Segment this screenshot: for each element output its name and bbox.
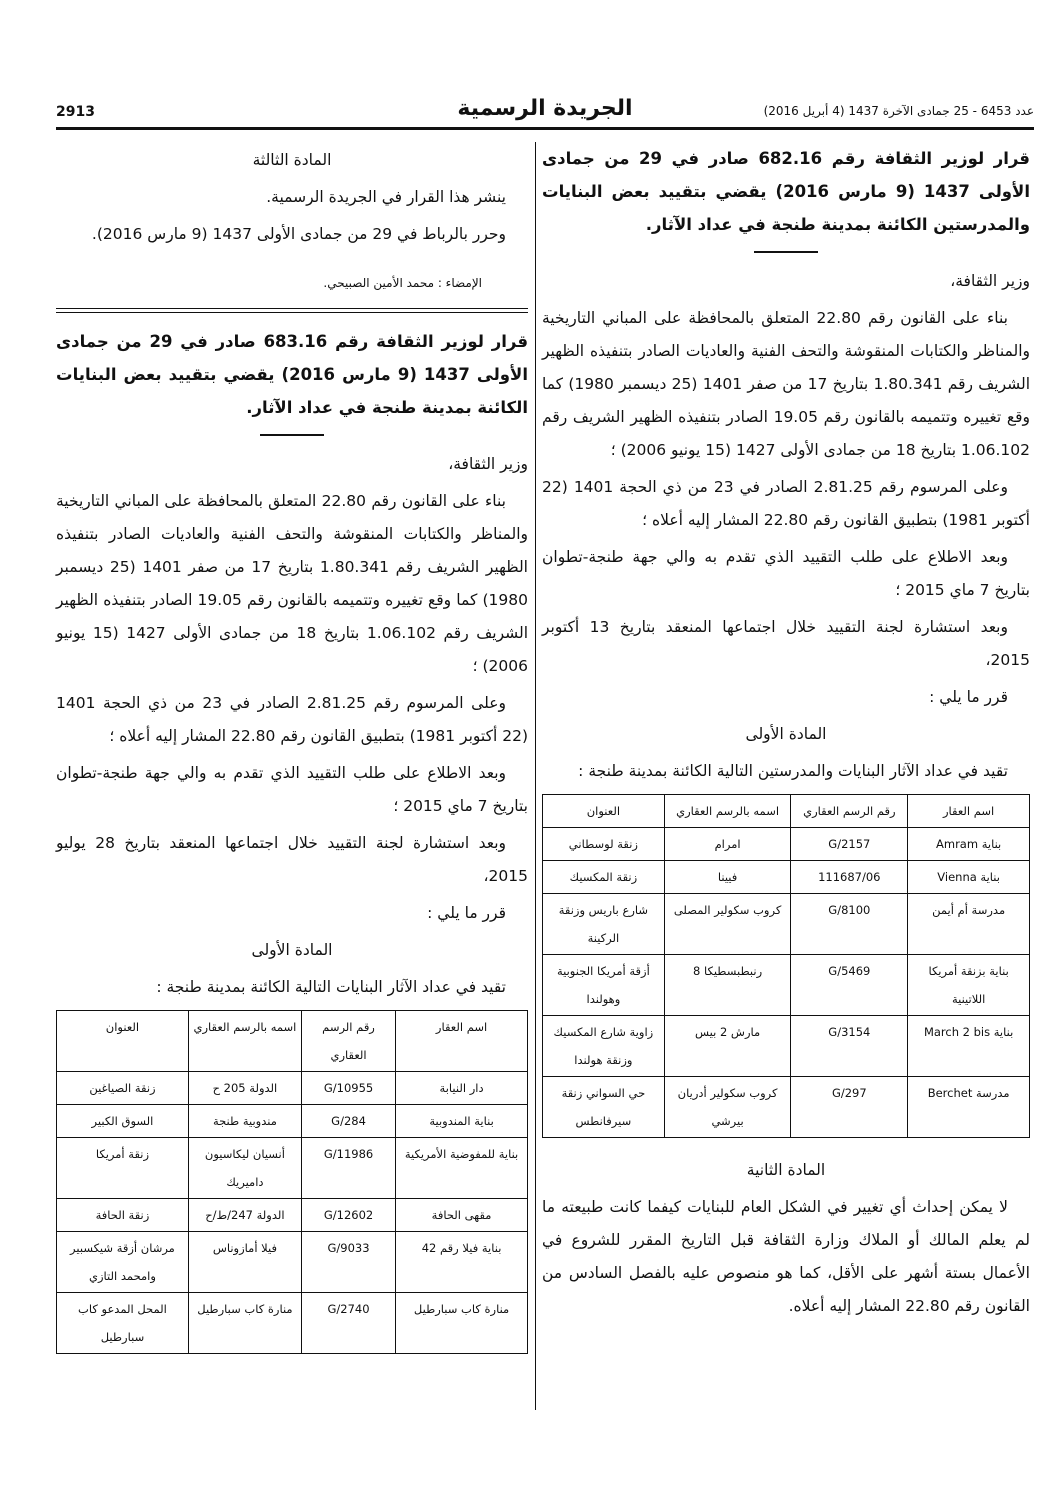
table-cell: بناية Vienna bbox=[908, 861, 1030, 894]
decree2-paragraph: وبعد الاطلاع على طلب التقييد الذي تقدم به والي جهة طنجة-تطوان بتاريخ 7 ماي 2015 ؛ bbox=[56, 764, 528, 815]
table-cell: امرام bbox=[664, 828, 791, 861]
right-column bbox=[542, 142, 1030, 1327]
decree2-article1-text: تقيد في عداد الآثار البنايات التالية الكائنة بمدينة طنجة : bbox=[156, 978, 506, 996]
decree1-article3-text: ينشر هذا القرار في الجريدة الرسمية. bbox=[266, 188, 506, 206]
table-cell: G/10955 bbox=[301, 1072, 395, 1105]
table-cell: مارش 2 بيس bbox=[664, 1016, 791, 1077]
table-cell: G/3154 bbox=[791, 1016, 908, 1077]
table-cell: منارة كاب سبارطيل bbox=[396, 1293, 528, 1354]
table-header-cell: العنوان bbox=[57, 1011, 189, 1072]
table-cell: بناية بزنقة أمريكا اللاتينية bbox=[908, 955, 1030, 1016]
header-rule bbox=[56, 127, 1034, 130]
table-cell: منارة كاب سبارطيل bbox=[188, 1293, 301, 1354]
table-header-cell: اسمه بالرسم العقاري bbox=[188, 1011, 301, 1072]
table-cell: بناية المندوبية bbox=[396, 1105, 528, 1138]
table-header-cell: اسمه بالرسم العقاري bbox=[664, 795, 791, 828]
decree2-minister: وزير الثقافة، bbox=[448, 455, 528, 473]
table-cell: بناية March 2 bis bbox=[908, 1016, 1030, 1077]
table-cell: فيينا bbox=[664, 861, 791, 894]
table-cell: السوق الكبير bbox=[57, 1105, 189, 1138]
decree2-paragraph: وعلى المرسوم رقم 2.81.25 الصادر في 23 من ذي الحجة 1401 (22 أكتوبر 1981) بتطبيق القانون رقم 22.80 المشار إليه أعلاه ؛ bbox=[56, 694, 528, 745]
table-cell: أزقة أمريكا الجنوبية وهولندا bbox=[543, 955, 665, 1016]
decree1-minister: وزير الثقافة، bbox=[950, 272, 1030, 290]
table-cell: مندوبية طنجة bbox=[188, 1105, 301, 1138]
table-cell: G/5469 bbox=[791, 955, 908, 1016]
title-rule bbox=[260, 434, 324, 436]
table-cell: شارع باريس وزنقة الركينة bbox=[543, 894, 665, 955]
table-cell: حي السواني زنقة سيرفانطس bbox=[543, 1077, 665, 1138]
table-cell: G/12602 bbox=[301, 1199, 395, 1232]
table-cell: بناية Amram bbox=[908, 828, 1030, 861]
table-header-cell: اسم العقار bbox=[396, 1011, 528, 1072]
decree1-decides: قرر ما يلي : bbox=[929, 688, 1008, 706]
table-row bbox=[543, 828, 1030, 861]
table-cell: رنبطبسطيكا 8 bbox=[664, 955, 791, 1016]
decree2-title: قرار لوزير الثقافة رقم 683.16 صادر في 29 من جمادى الأولى 1437 (9 مارس 2016) يقضي بتقييد بعض البنايات الكائنة بمدينة طنجة في عداد الآثار. bbox=[56, 332, 528, 417]
table-cell: دار النيابة bbox=[396, 1072, 528, 1105]
table-row bbox=[57, 1105, 528, 1138]
decree2-paragraph: وبعد استشارة لجنة التقييد خلال اجتماعها المنعقد بتاريخ 28 يوليو 2015، bbox=[56, 834, 528, 885]
table-cell: مقهى الحافة bbox=[396, 1199, 528, 1232]
table-cell: أنسيان ليكاسيون داميريك bbox=[188, 1138, 301, 1199]
table-cell: زنقة الصياغين bbox=[57, 1072, 189, 1105]
table-header-row bbox=[543, 795, 1030, 828]
decree2-decides: قرر ما يلي : bbox=[427, 904, 506, 922]
table-cell: بناية فيلا رقم 42 bbox=[396, 1232, 528, 1293]
table-cell: كروب سكولير أدريان بيرشي bbox=[664, 1077, 791, 1138]
table-cell: مرشان أزقة شيكسبير وامحمد التازي bbox=[57, 1232, 189, 1293]
decree1-paragraph: وبعد الاطلاع على طلب التقييد الذي تقدم به والي جهة طنجة-تطوان بتاريخ 7 ماي 2015 ؛ bbox=[542, 548, 1030, 599]
table-cell: الدولة 247/ط/ح bbox=[188, 1199, 301, 1232]
table-row bbox=[543, 861, 1030, 894]
table-cell: فيلا أمازوناس bbox=[188, 1232, 301, 1293]
decree1-article1-text: تقيد في عداد الآثار البنايات والمدرستين التالية الكائنة بمدينة طنجة : bbox=[578, 762, 1008, 780]
table-cell: G/284 bbox=[301, 1105, 395, 1138]
decree2-article1-heading: المادة الأولى bbox=[251, 941, 333, 959]
table-row bbox=[57, 1293, 528, 1354]
decree1-done-at: وحرر بالرباط في 29 من جمادى الأولى 1437 (9 مارس 2016). bbox=[91, 225, 506, 243]
table-cell: زنقة المكسيك bbox=[543, 861, 665, 894]
decree1-paragraph: بناء على القانون رقم 22.80 المتعلق بالمحافظة على المباني التاريخية والمناظر والكتابات المنقوشة والتحف الفنية والعاديات الصادر بتنفيذه الظهير الشريف رقم 1.80.341 بتاريخ 17 من صفر 1401 (25 ديسمبر 1980) كما وقع تغييره وتتميمه بالقانون رقم 19.05 الصادر بتنفيذه الظهير الشريف رقم 1.06.102 بتاريخ 18 من جمادى الأولى 1427 (15 يونيو 2006) ؛ bbox=[542, 309, 1031, 459]
table-header-cell: رقم الرسم العقاري bbox=[791, 795, 908, 828]
table-cell: زنقة الحافة bbox=[57, 1199, 189, 1232]
table-header-cell: العنوان bbox=[543, 795, 665, 828]
left-column bbox=[56, 142, 528, 1370]
table-cell: G/2157 bbox=[791, 828, 908, 861]
title-rule bbox=[754, 251, 818, 253]
table-cell: G/297 bbox=[791, 1077, 908, 1138]
decree1-paragraph: وعلى المرسوم رقم 2.81.25 الصادر في 23 من ذي الحجة 1401 (22 أكتوبر 1981) بتطبيق القانون رقم 22.80 المشار إليه أعلاه ؛ bbox=[542, 478, 1030, 529]
table-row bbox=[57, 1138, 528, 1199]
decree1-article3-heading: المادة الثالثة bbox=[252, 151, 332, 169]
column-divider bbox=[535, 142, 536, 1410]
table-header-row bbox=[57, 1011, 528, 1072]
table-cell: G/9033 bbox=[301, 1232, 395, 1293]
decree2-paragraph: بناء على القانون رقم 22.80 المتعلق بالمحافظة على المباني التاريخية والمناظر والكتابات المنقوشة والتحف الفنية والعاديات الصادر بتنفيذه الظهير الشريف رقم 1.80.341 بتاريخ 17 من صفر 1401 (25 ديسمبر 1980) كما وقع تغييره وتتميمه بالقانون رقم 19.05 الصادر بتنفيذه الظهير الشريف رقم 1.06.102 بتاريخ 18 من جمادى الأولى 1427 (15 يونيو 2006) ؛ bbox=[56, 492, 529, 675]
table-header-cell: رقم الرسم العقاري bbox=[301, 1011, 395, 1072]
page-header bbox=[56, 96, 1034, 130]
table-cell: الدولة 205 ح bbox=[188, 1072, 301, 1105]
table-cell: المحل المدعو كاب سبارطيل bbox=[57, 1293, 189, 1354]
decree1-article2-heading: المادة الثانية bbox=[746, 1161, 826, 1179]
gazette-title: الجريدة الرسمية bbox=[457, 96, 633, 121]
table-row bbox=[57, 1072, 528, 1105]
page-number: 2913 bbox=[56, 104, 95, 120]
table-cell: G/2740 bbox=[301, 1293, 395, 1354]
table-cell: G/11986 bbox=[301, 1138, 395, 1199]
table-row bbox=[543, 1016, 1030, 1077]
table-cell: زنقة أمريكا bbox=[57, 1138, 189, 1199]
decree1-article1-heading: المادة الأولى bbox=[745, 725, 827, 743]
decree1-table bbox=[542, 794, 1030, 1138]
table-row bbox=[543, 1077, 1030, 1138]
decree1-title: قرار لوزير الثقافة رقم 682.16 صادر في 29 من جمادى الأولى 1437 (9 مارس 2016) يقضي بتقييد بعض البنايات والمدرستين الكائنة بمدينة طنجة في عداد الآثار. bbox=[542, 149, 1030, 234]
decree2-table bbox=[56, 1010, 528, 1354]
table-header-cell: اسم العقار bbox=[908, 795, 1030, 828]
table-cell: زنقة لوسطاني bbox=[543, 828, 665, 861]
table-row bbox=[543, 955, 1030, 1016]
table-cell: G/8100 bbox=[791, 894, 908, 955]
table-cell: كروب سكولير المصلى bbox=[664, 894, 791, 955]
table-cell: 111687/06 bbox=[791, 861, 908, 894]
table-row bbox=[57, 1232, 528, 1293]
table-row bbox=[57, 1199, 528, 1232]
table-cell: مدرسة أم أيمن bbox=[908, 894, 1030, 955]
table-cell: زاوية شارع المكسيك وزنقة هولندا bbox=[543, 1016, 665, 1077]
table-cell: بناية للمفوضية الأمريكية bbox=[396, 1138, 528, 1199]
decree1-article2-text: لا يمكن إحداث أي تغيير في الشكل العام للبنايات كيفما كانت طبيعته ما لم يعلم المالك أو الملاك وزارة الثقافة قبل التاريخ المقرر للشروع في الأعمال بستة أشهر على الأقل، كما هو منصوص عليه بالفصل السادس من القانون رقم 22.80 المشار إليه أعلاه. bbox=[542, 1198, 1030, 1315]
table-cell: مدرسة Berchet bbox=[908, 1077, 1030, 1138]
issue-info: عدد 6453 - 25 جمادى الآخرة 1437 (4 أبريل 2016) bbox=[763, 104, 1034, 118]
section-separator bbox=[56, 308, 528, 313]
decree1-signature: الإمضاء : محمد الأمين الصبيحي. bbox=[323, 276, 482, 290]
decree1-paragraph: وبعد استشارة لجنة التقييد خلال اجتماعها المنعقد بتاريخ 13 أكتوبر 2015، bbox=[542, 618, 1030, 669]
table-row bbox=[543, 894, 1030, 955]
